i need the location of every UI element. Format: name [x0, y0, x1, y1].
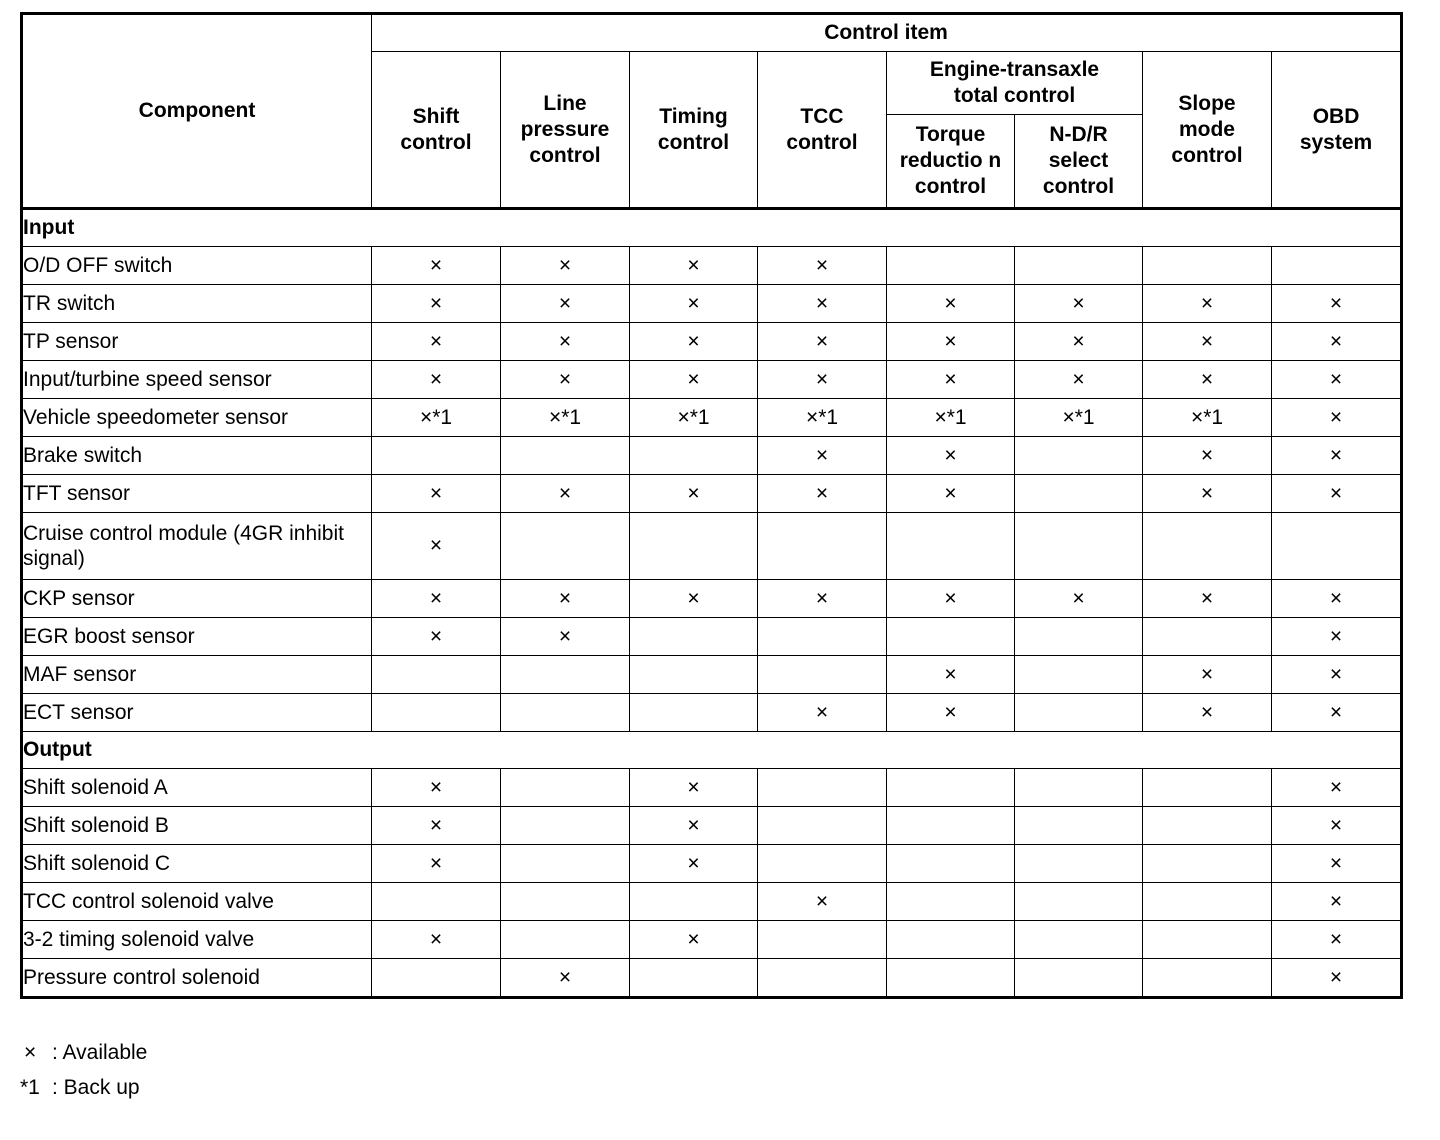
availability-cell: ×	[758, 580, 887, 618]
availability-cell	[887, 513, 1015, 580]
availability-cell	[887, 247, 1015, 285]
availability-cell: ×	[1143, 437, 1272, 475]
availability-cell: ×	[630, 580, 758, 618]
availability-cell	[1143, 921, 1272, 959]
availability-cell	[887, 921, 1015, 959]
availability-cell: ×	[372, 285, 501, 323]
availability-cell	[630, 437, 758, 475]
tcc-control-header: TCC control	[758, 52, 887, 209]
row-label: TR switch	[22, 285, 372, 323]
availability-cell	[887, 618, 1015, 656]
availability-cell	[1015, 807, 1143, 845]
availability-cell: ×	[501, 285, 630, 323]
availability-cell: ×	[501, 959, 630, 998]
table-row	[22, 618, 1402, 656]
availability-cell: ×	[887, 323, 1015, 361]
availability-cell	[501, 656, 630, 694]
availability-cell: ×	[630, 285, 758, 323]
availability-cell	[630, 959, 758, 998]
availability-cell: ×	[758, 437, 887, 475]
row-label: TP sensor	[22, 323, 372, 361]
torque-reduction-header: Torque reductio n control	[887, 115, 1015, 209]
availability-cell: ×	[1272, 285, 1402, 323]
row-label: TFT sensor	[22, 475, 372, 513]
shift-control-header: Shift control	[372, 52, 501, 209]
table-row	[22, 883, 1402, 921]
availability-cell: ×*1	[1015, 399, 1143, 437]
availability-cell: ×	[630, 475, 758, 513]
availability-cell: ×	[1272, 323, 1402, 361]
availability-cell	[1015, 437, 1143, 475]
availability-cell: ×	[372, 580, 501, 618]
table-row	[22, 694, 1402, 732]
availability-cell: ×	[758, 694, 887, 732]
table-row	[22, 475, 1402, 513]
availability-cell	[1015, 845, 1143, 883]
availability-cell	[630, 883, 758, 921]
availability-cell: ×	[372, 475, 501, 513]
availability-cell	[1015, 247, 1143, 285]
availability-cell	[887, 807, 1015, 845]
availability-cell: ×	[1143, 580, 1272, 618]
availability-cell	[1015, 883, 1143, 921]
availability-cell: ×	[758, 883, 887, 921]
availability-cell: ×	[1272, 475, 1402, 513]
availability-cell: ×	[758, 247, 887, 285]
availability-cell: ×	[372, 921, 501, 959]
availability-cell	[501, 807, 630, 845]
legend-x-text: : Available	[52, 1041, 148, 1064]
availability-cell	[501, 437, 630, 475]
table-row	[22, 580, 1402, 618]
availability-cell	[501, 845, 630, 883]
availability-cell: ×	[501, 361, 630, 399]
availability-cell	[1015, 513, 1143, 580]
availability-cell	[1015, 618, 1143, 656]
availability-cell: ×	[1272, 361, 1402, 399]
availability-cell: ×	[1143, 475, 1272, 513]
row-label: Brake switch	[22, 437, 372, 475]
availability-cell	[501, 883, 630, 921]
availability-cell	[1272, 247, 1402, 285]
availability-cell	[372, 883, 501, 921]
row-label: 3-2 timing solenoid valve	[22, 921, 372, 959]
availability-cell	[1015, 921, 1143, 959]
availability-cell	[1143, 807, 1272, 845]
availability-cell: ×	[1272, 437, 1402, 475]
availability-cell: ×	[630, 845, 758, 883]
availability-cell: ×	[501, 247, 630, 285]
availability-cell: ×	[1143, 656, 1272, 694]
component-header: Component	[22, 14, 372, 209]
table-row	[22, 959, 1402, 998]
output-section	[22, 732, 1402, 998]
legend-x-symbol: ×	[24, 1041, 37, 1064]
output-section-title: Output	[22, 732, 1402, 769]
table-row	[22, 247, 1402, 285]
availability-cell: ×	[372, 769, 501, 807]
table-row	[22, 921, 1402, 959]
table-row	[22, 399, 1402, 437]
availability-cell	[758, 921, 887, 959]
availability-cell: ×	[372, 361, 501, 399]
availability-cell	[1143, 845, 1272, 883]
table-row	[22, 807, 1402, 845]
availability-cell: ×	[1272, 694, 1402, 732]
row-label: MAF sensor	[22, 656, 372, 694]
availability-cell: ×	[1272, 807, 1402, 845]
availability-cell: ×	[1272, 618, 1402, 656]
availability-cell: ×	[1272, 883, 1402, 921]
row-label: CKP sensor	[22, 580, 372, 618]
legend-star-text: : Back up	[52, 1076, 140, 1099]
legend-star-symbol: *1	[20, 1076, 40, 1099]
control-item-header: Control item	[372, 14, 1402, 52]
availability-cell: ×	[1143, 323, 1272, 361]
row-label: Input/turbine speed sensor	[22, 361, 372, 399]
availability-cell: ×	[1015, 323, 1143, 361]
availability-cell: ×	[1272, 656, 1402, 694]
availability-cell: ×	[1272, 959, 1402, 998]
availability-cell	[1015, 959, 1143, 998]
availability-cell: ×	[887, 361, 1015, 399]
availability-cell: ×	[887, 580, 1015, 618]
availability-cell: ×	[372, 807, 501, 845]
availability-cell	[501, 694, 630, 732]
availability-cell: ×	[372, 323, 501, 361]
table-row	[22, 769, 1402, 807]
row-label: O/D OFF switch	[22, 247, 372, 285]
availability-cell	[1015, 694, 1143, 732]
slope-mode-control-header: Slope mode control	[1143, 52, 1272, 209]
availability-cell: ×	[630, 247, 758, 285]
availability-cell: ×	[630, 323, 758, 361]
row-label: Vehicle speedometer sensor	[22, 399, 372, 437]
availability-cell: ×	[1272, 580, 1402, 618]
availability-cell: ×	[1143, 361, 1272, 399]
row-label: EGR boost sensor	[22, 618, 372, 656]
availability-cell: ×	[1015, 285, 1143, 323]
row-label: Cruise control module (4GR inhibit signal)	[22, 513, 372, 580]
availability-cell	[501, 769, 630, 807]
availability-cell: ×	[372, 618, 501, 656]
availability-cell: ×	[501, 580, 630, 618]
availability-cell: ×	[1272, 399, 1402, 437]
table-row	[22, 361, 1402, 399]
row-label: Shift solenoid A	[22, 769, 372, 807]
availability-cell: ×	[630, 921, 758, 959]
availability-cell	[1015, 475, 1143, 513]
availability-cell: ×	[630, 361, 758, 399]
availability-cell: ×	[630, 807, 758, 845]
row-label: Pressure control solenoid	[22, 959, 372, 998]
availability-cell: ×	[887, 437, 1015, 475]
availability-cell	[758, 656, 887, 694]
availability-cell: ×	[758, 361, 887, 399]
availability-cell	[1143, 769, 1272, 807]
availability-cell	[887, 769, 1015, 807]
availability-cell: ×*1	[887, 399, 1015, 437]
availability-cell	[630, 618, 758, 656]
availability-cell	[372, 656, 501, 694]
availability-cell: ×	[887, 656, 1015, 694]
input-section-title: Input	[22, 209, 1402, 247]
row-label: ECT sensor	[22, 694, 372, 732]
availability-cell	[1272, 513, 1402, 580]
table-row	[22, 285, 1402, 323]
availability-cell: ×*1	[372, 399, 501, 437]
availability-cell: ×	[758, 475, 887, 513]
line-pressure-control-header: Line pressure control	[501, 52, 630, 209]
table-row	[22, 845, 1402, 883]
table-header	[22, 14, 1402, 209]
availability-cell	[887, 883, 1015, 921]
availability-cell: ×	[1272, 845, 1402, 883]
availability-cell	[758, 959, 887, 998]
availability-cell: ×*1	[758, 399, 887, 437]
table-row	[22, 656, 1402, 694]
availability-cell	[887, 845, 1015, 883]
nd-r-select-header: N-D/R select control	[1015, 115, 1143, 209]
availability-cell: ×	[1143, 285, 1272, 323]
availability-cell: ×	[501, 618, 630, 656]
availability-cell: ×	[1015, 361, 1143, 399]
availability-cell: ×	[1272, 769, 1402, 807]
availability-cell: ×	[372, 513, 501, 580]
availability-cell: ×	[501, 323, 630, 361]
availability-cell	[1143, 959, 1272, 998]
input-section	[22, 209, 1402, 732]
engine-transaxle-header: Engine-transaxle total control	[887, 52, 1143, 115]
availability-cell	[1143, 247, 1272, 285]
legend-available	[20, 1041, 147, 1065]
timing-control-header: Timing control	[630, 52, 758, 209]
availability-cell	[758, 513, 887, 580]
availability-cell: ×	[887, 694, 1015, 732]
row-label: Shift solenoid C	[22, 845, 372, 883]
availability-cell	[630, 656, 758, 694]
availability-cell: ×	[1015, 580, 1143, 618]
availability-cell: ×	[758, 285, 887, 323]
availability-cell	[630, 513, 758, 580]
control-table	[20, 12, 1403, 999]
row-label: Shift solenoid B	[22, 807, 372, 845]
availability-cell	[758, 769, 887, 807]
row-label: TCC control solenoid valve	[22, 883, 372, 921]
availability-cell: ×*1	[630, 399, 758, 437]
availability-cell	[887, 959, 1015, 998]
availability-cell	[1143, 618, 1272, 656]
availability-cell: ×	[887, 285, 1015, 323]
availability-cell	[372, 437, 501, 475]
availability-cell	[501, 513, 630, 580]
availability-cell: ×	[758, 323, 887, 361]
availability-cell: ×*1	[501, 399, 630, 437]
availability-cell	[758, 845, 887, 883]
availability-cell	[1015, 656, 1143, 694]
legend-backup	[20, 1076, 140, 1100]
availability-cell: ×	[1272, 921, 1402, 959]
availability-cell	[758, 807, 887, 845]
availability-cell: ×	[372, 247, 501, 285]
availability-cell	[630, 694, 758, 732]
table-row	[22, 323, 1402, 361]
availability-cell	[501, 921, 630, 959]
availability-cell	[1143, 883, 1272, 921]
availability-cell: ×	[372, 845, 501, 883]
availability-cell	[758, 618, 887, 656]
availability-cell	[372, 694, 501, 732]
availability-cell	[372, 959, 501, 998]
obd-system-header: OBD system	[1272, 52, 1402, 209]
availability-cell: ×*1	[1143, 399, 1272, 437]
availability-cell: ×	[630, 769, 758, 807]
availability-cell	[1143, 513, 1272, 580]
table-row	[22, 513, 1402, 580]
availability-cell: ×	[887, 475, 1015, 513]
availability-cell: ×	[1143, 694, 1272, 732]
table-row	[22, 437, 1402, 475]
availability-cell	[1015, 769, 1143, 807]
availability-cell: ×	[501, 475, 630, 513]
